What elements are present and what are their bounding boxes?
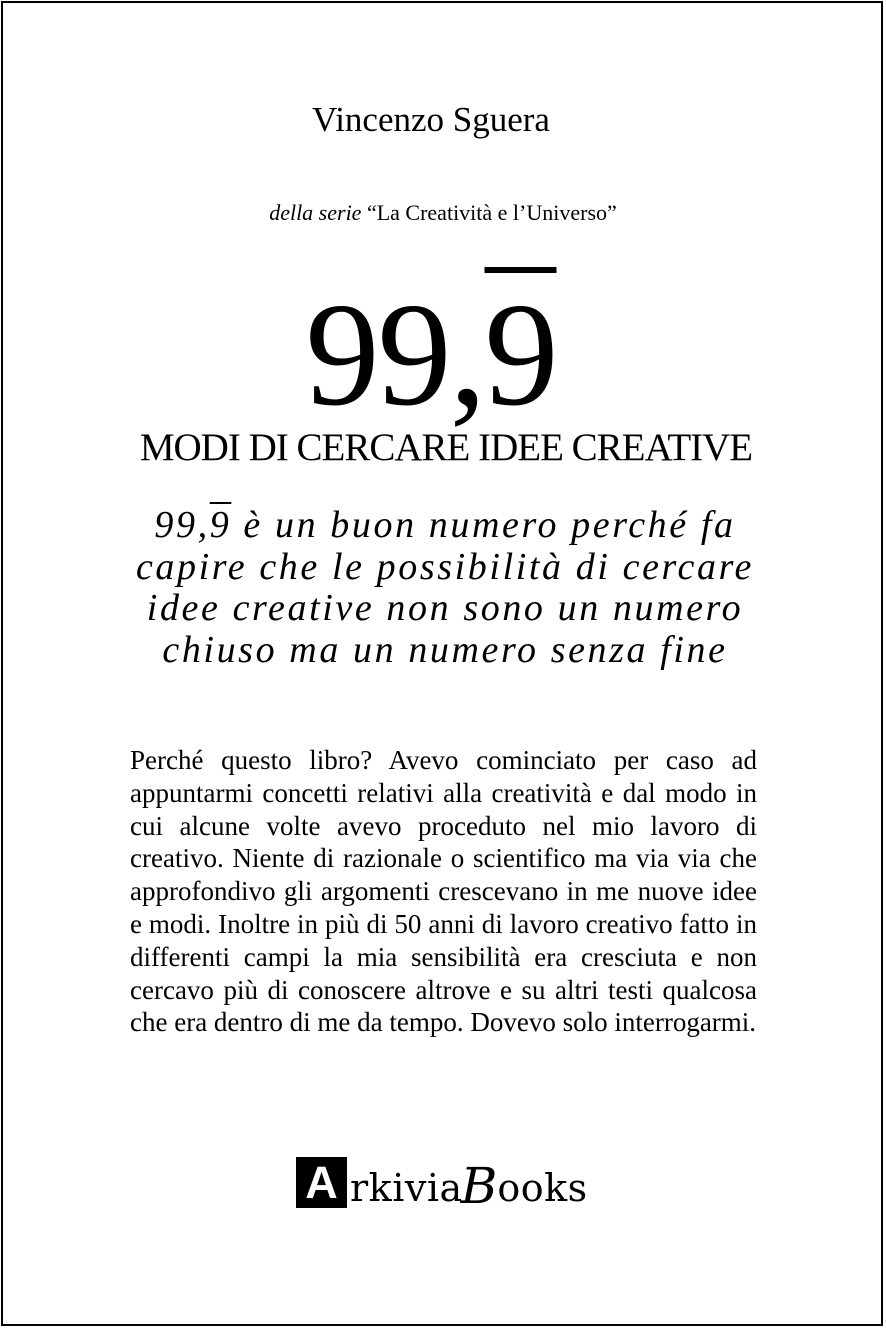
- publisher-logo-tail: ooks: [497, 1166, 588, 1210]
- book-title-number: [0, 275, 862, 435]
- title-number-repeating-digit: 9: [484, 273, 557, 437]
- series-prefix: della serie: [269, 200, 362, 225]
- author-name: Vincenzo Sguera: [312, 100, 550, 139]
- series-title: “La Creatività e l’Universo”: [366, 200, 617, 225]
- title-number-main: 99,: [305, 273, 485, 437]
- tagline: [100, 505, 790, 671]
- tagline-number: 99,: [154, 504, 210, 546]
- publisher-logo-script-letter: B: [460, 1157, 498, 1215]
- tagline-repeating-digit: 9: [209, 504, 232, 546]
- tagline-text: è un buon numero perché fa capire che le possibilità di cercare idee creative non sono un numero chiuso ma un numero senza fine: [135, 504, 755, 671]
- book-subtitle: MODI DI CERCARE IDEE CREATIVE: [139, 426, 753, 469]
- publisher-logo: [296, 1156, 588, 1215]
- publisher-logo-text: rkivia: [350, 1166, 463, 1210]
- publisher-logo-box-letter: A: [296, 1157, 347, 1208]
- blurb-paragraph: Perché questo libro? Avevo cominciato per caso ad appuntarmi concetti relativi alla creatività e dal modo in cui alcune volte avevo proceduto nel mio lavoro di creativo. Niente di razionale o scientifico ma via via che approfondivo gli argomenti crescevano in me nuove idee e modi. Inoltre in più di 50 anni di lavoro creativo fatto in differenti campi la mia sensibilità era cresciuta e non cercavo più di conoscere altrove e su altri testi qualcosa che era dentro di me da tempo. Dovevo solo interrogarmi.: [130, 745, 757, 1038]
- series-line: [0, 198, 886, 228]
